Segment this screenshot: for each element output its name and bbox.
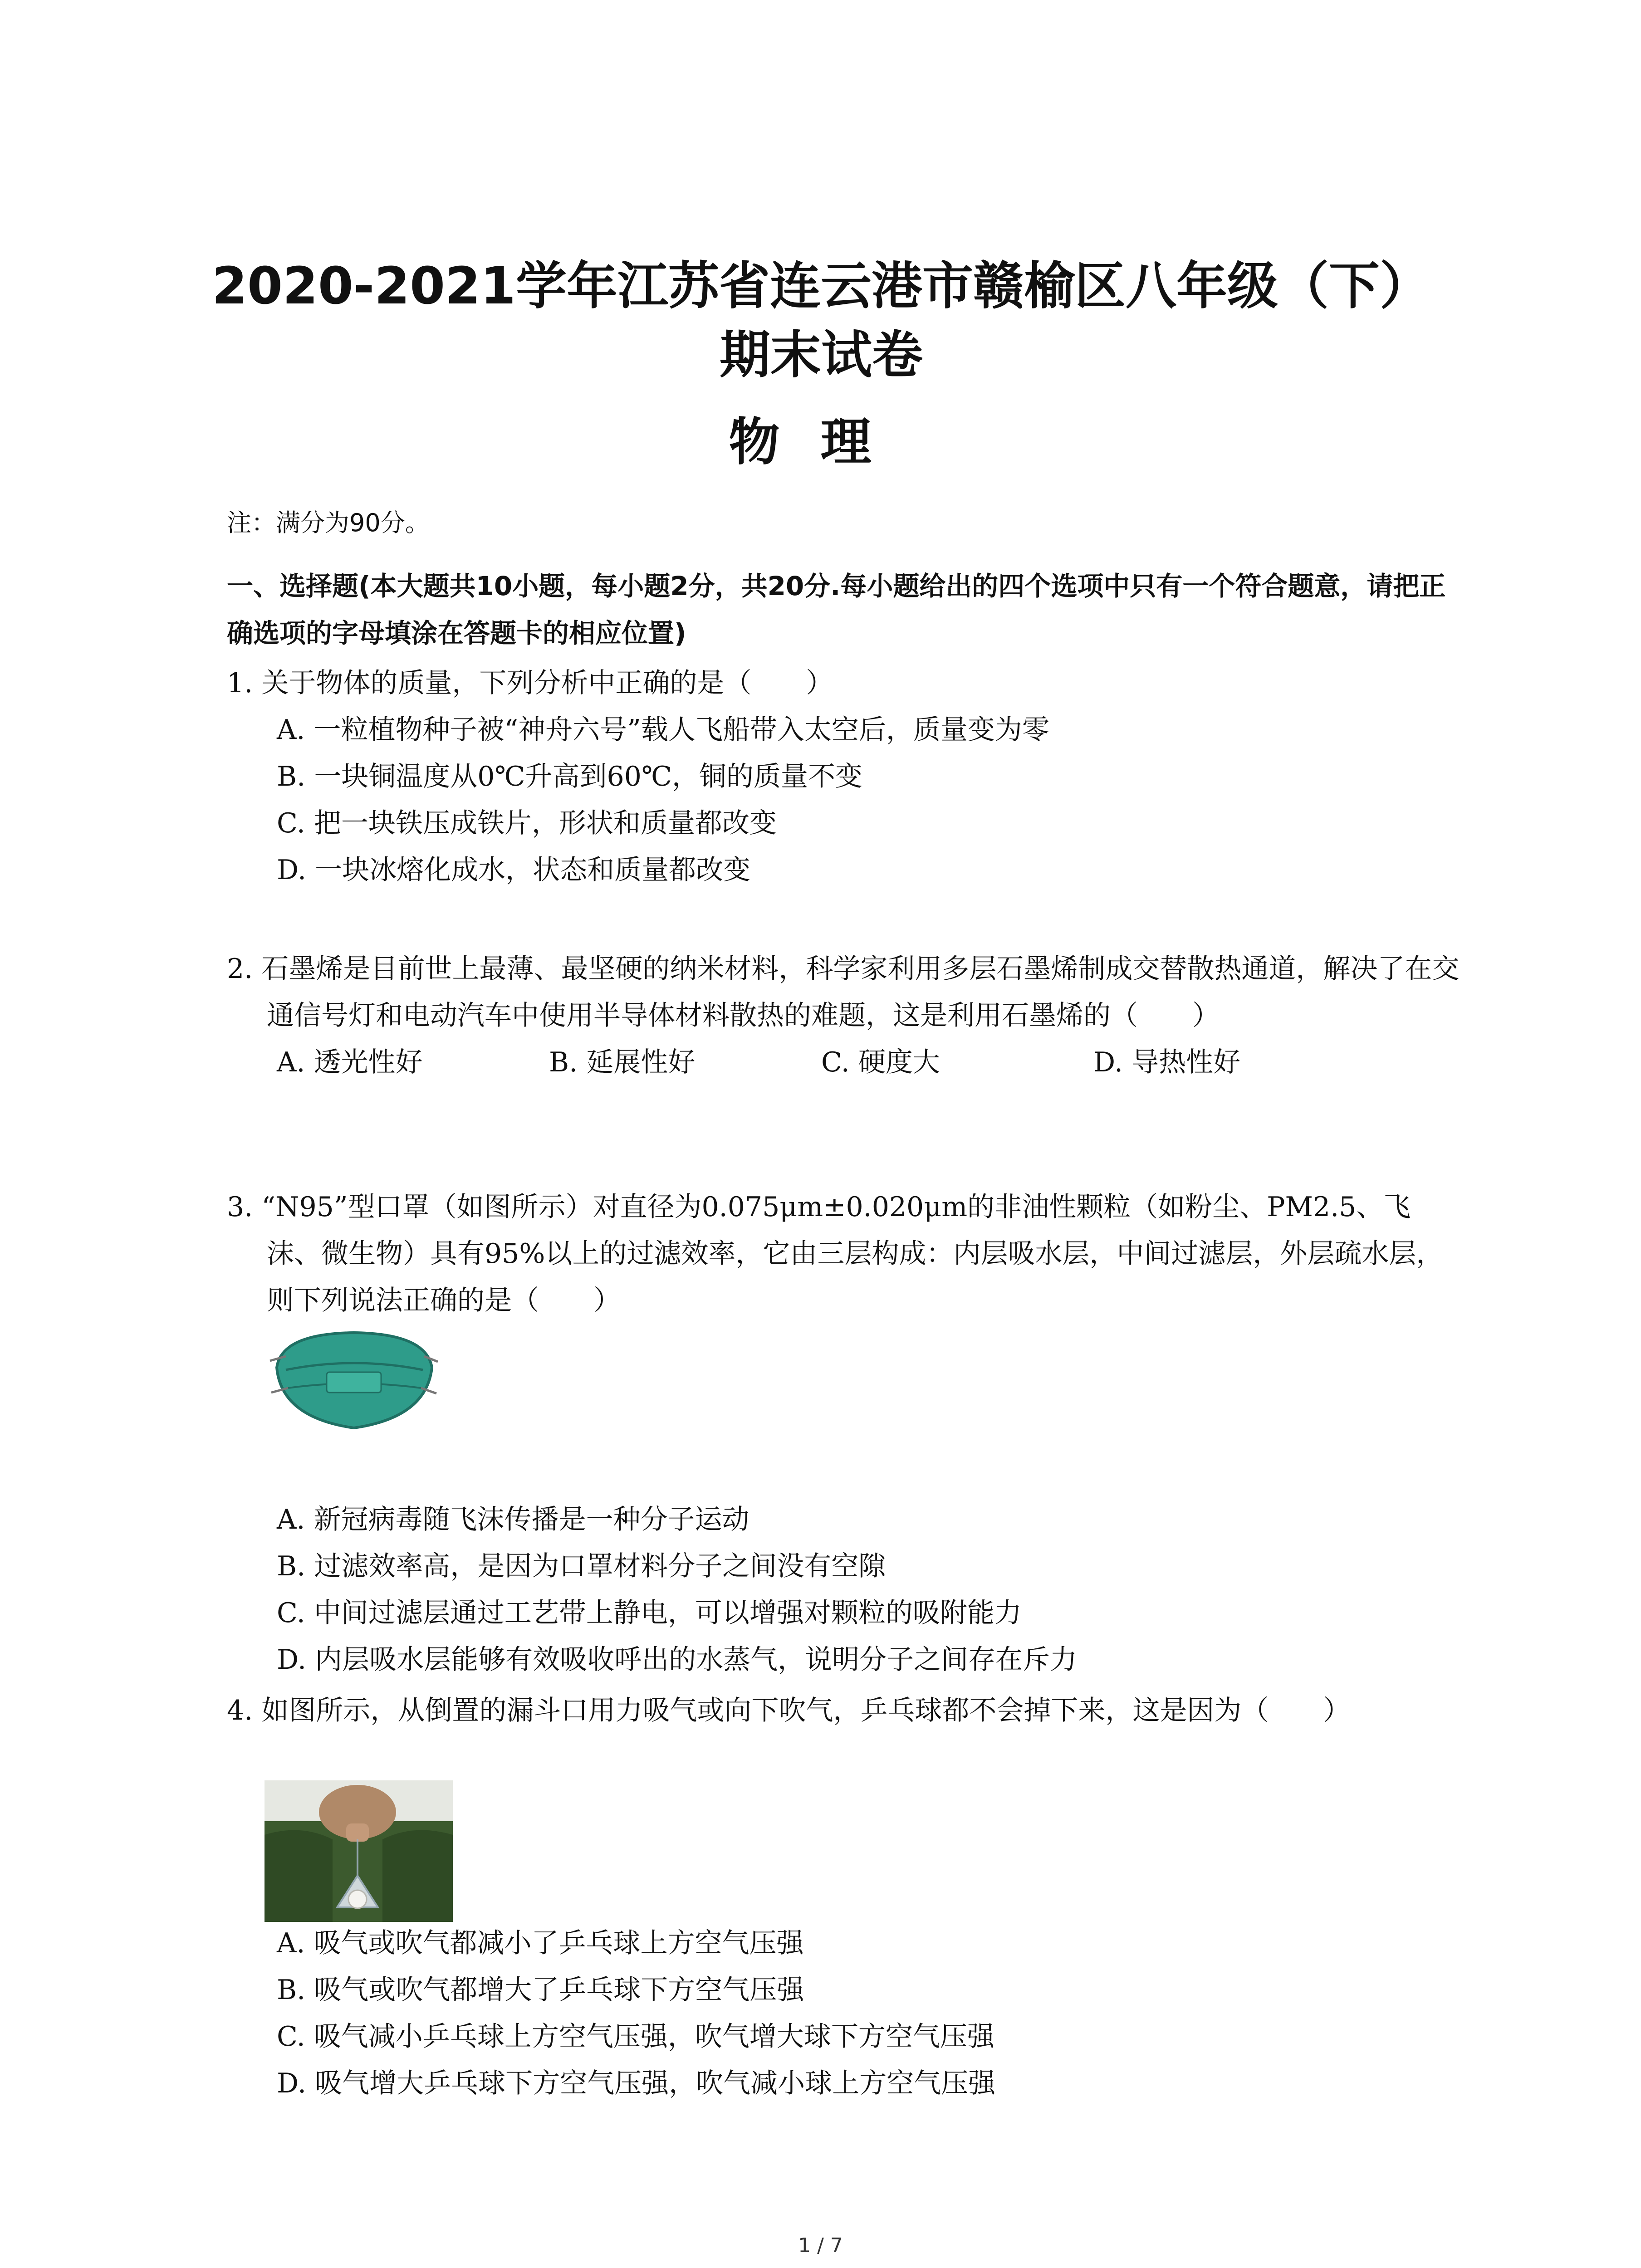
option-a: A. 一粒植物种子被“神舟六号”载人飞船带入太空后，质量变为零 xyxy=(277,714,1049,746)
subject-heading: 物理 xyxy=(729,413,912,472)
section-heading: 一、选择题(本大题共10小题，每小题2分，共20分.每小题给出的四个选项中只有一个符合题意，请把正确选项的字母填涂在答题卡的相应位置) xyxy=(227,571,1446,649)
question-stem: 3. “N95”型口罩（如图所示）对直径为0.075μm±0.020μm的非油性颗粒（如粉尘、PM2.5、飞沫、微生物）具有95%以上的过滤效率，它由三层构成：内层吸水层，中间过滤层，外层疏水层，则下列说法正确的是（ ） xyxy=(227,1191,1444,1316)
score-note: 注：满分为90分。 xyxy=(227,508,430,537)
option-c: C. 硬度大 xyxy=(821,1046,940,1078)
option-d: D. 一块冰熔化成水，状态和质量都改变 xyxy=(277,854,751,886)
option-b: B. 延展性好 xyxy=(549,1046,696,1078)
question-stem: 2. 石墨烯是目前世上最薄、最坚硬的纳米材料，科学家利用多层石墨烯制成交替散热通道，解决了在交通信号灯和电动汽车中使用半导体材料散热的难题，这是利用石墨烯的（ ） xyxy=(227,953,1460,1031)
options-row xyxy=(227,1039,1461,1086)
option-c: C. 吸气减小乒乓球上方空气压强，吹气增大球下方空气压强 xyxy=(277,2021,994,2053)
option-a: A. 新冠病毒随飞沫传播是一种分子运动 xyxy=(277,1504,749,1535)
question-3 xyxy=(227,1184,1461,1683)
option-a: A. 吸气或吹气都减小了乒乓球上方空气压强 xyxy=(277,1927,804,1959)
option-a: A. 透光性好 xyxy=(277,1046,423,1078)
option-b: B. 过滤效率高，是因为口罩材料分子之间没有空隙 xyxy=(277,1550,886,1582)
option-d: D. 吸气增大乒乓球下方空气压强，吹气减小球上方空气压强 xyxy=(277,2068,996,2099)
n95-mask-image xyxy=(268,1325,440,1433)
question-stem: 1. 关于物体的质量，下列分析中正确的是（ ） xyxy=(227,667,833,699)
question-2 xyxy=(227,946,1461,1086)
option-c: C. 中间过滤层通过工艺带上静电，可以增强对颗粒的吸附能力 xyxy=(277,1597,1022,1629)
page-number: 1 / 7 xyxy=(798,2234,843,2257)
exam-title: 2020-2021学年江苏省连云港市赣榆区八年级（下）期末试卷 xyxy=(212,257,1430,385)
option-d: D. 内层吸水层能够有效吸收呼出的水蒸气，说明分子之间存在斥力 xyxy=(277,1644,1078,1676)
funnel-experiment-photo xyxy=(265,1780,453,1922)
question-stem: 4. 如图所示，从倒置的漏斗口用力吸气或向下吹气，乒乓球都不会掉下来，这是因为（ ） xyxy=(227,1695,1351,1726)
option-b: B. 吸气或吹气都增大了乒乓球下方空气压强 xyxy=(277,1974,804,2006)
option-b: B. 一块铜温度从0℃升高到60℃，铜的质量不变 xyxy=(277,761,862,792)
option-d: D. 导热性好 xyxy=(1093,1046,1241,1078)
question-1 xyxy=(227,660,1461,894)
option-c: C. 把一块铁压成铁片，形状和质量都改变 xyxy=(277,807,777,839)
